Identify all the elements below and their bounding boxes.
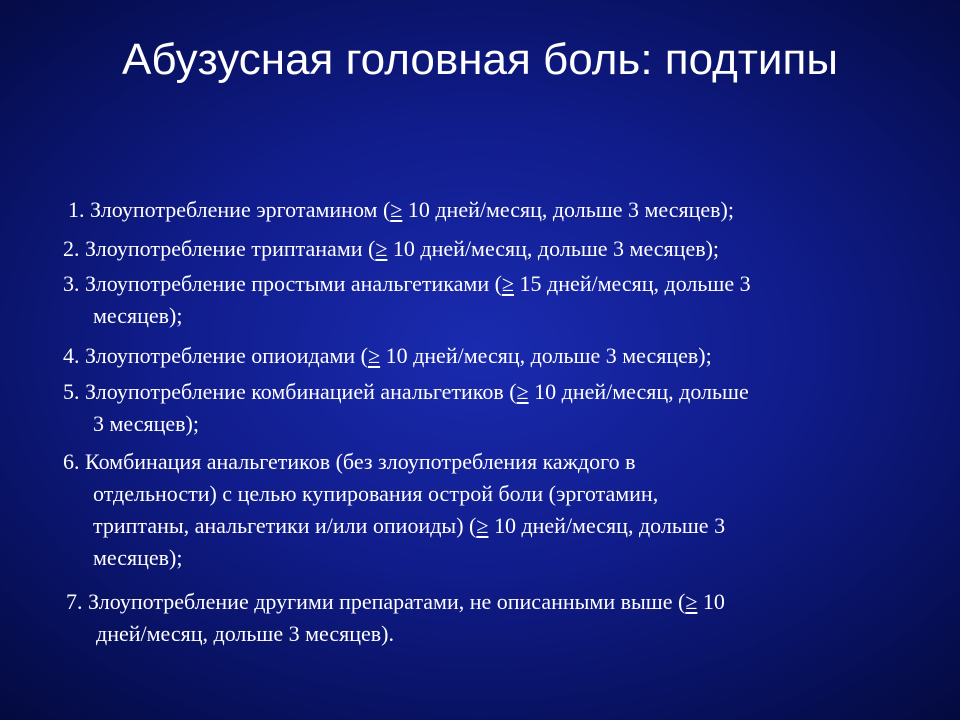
list-item-line: триптаны, анальгетики и/или опиоиды) (≥ 10 дней/месяц, дольше 3: [93, 513, 726, 538]
list-item-line: 3. Злоупотребление простыми анальгетиками (≥ 15 дней/месяц, дольше 3: [63, 271, 751, 296]
list-item: [63, 340, 712, 372]
list-item-line: отдельности) с целью купирования острой боли (эрготамин,: [93, 481, 659, 506]
list-item-line: 2. Злоупотребление триптанами (≥ 10 дней/месяц, дольше 3 месяцев);: [63, 236, 720, 261]
list-item-line: 4. Злоупотребление опиоидами (≥ 10 дней/месяц, дольше 3 месяцев);: [63, 343, 712, 368]
list-item-line: месяцев);: [93, 303, 183, 328]
list-item: [66, 586, 725, 650]
list-item: [63, 446, 725, 574]
list-item: [63, 268, 751, 332]
list-item-line: 1. Злоупотребление эрготамином (≥ 10 дней/месяц, дольше 3 месяцев);: [68, 197, 734, 222]
list-item-line: 6. Комбинация анальгетиков (без злоупотребления каждого в: [63, 449, 636, 474]
list-item-line: 5. Злоупотребление комбинацией анальгетиков (≥ 10 дней/месяц, дольше: [63, 379, 749, 404]
list-item: [68, 194, 734, 226]
list-item-line: дней/месяц, дольше 3 месяцев).: [96, 621, 394, 646]
list-item: [63, 376, 749, 440]
list-item-line: месяцев);: [93, 545, 183, 570]
list-item-line: 7. Злоупотребление другими препаратами, не описанными выше (≥ 10: [66, 589, 725, 614]
list-item-line: 3 месяцев);: [93, 411, 199, 436]
list-item: [63, 233, 719, 265]
slide-title: Абузусная головная боль: подтипы: [122, 35, 838, 84]
